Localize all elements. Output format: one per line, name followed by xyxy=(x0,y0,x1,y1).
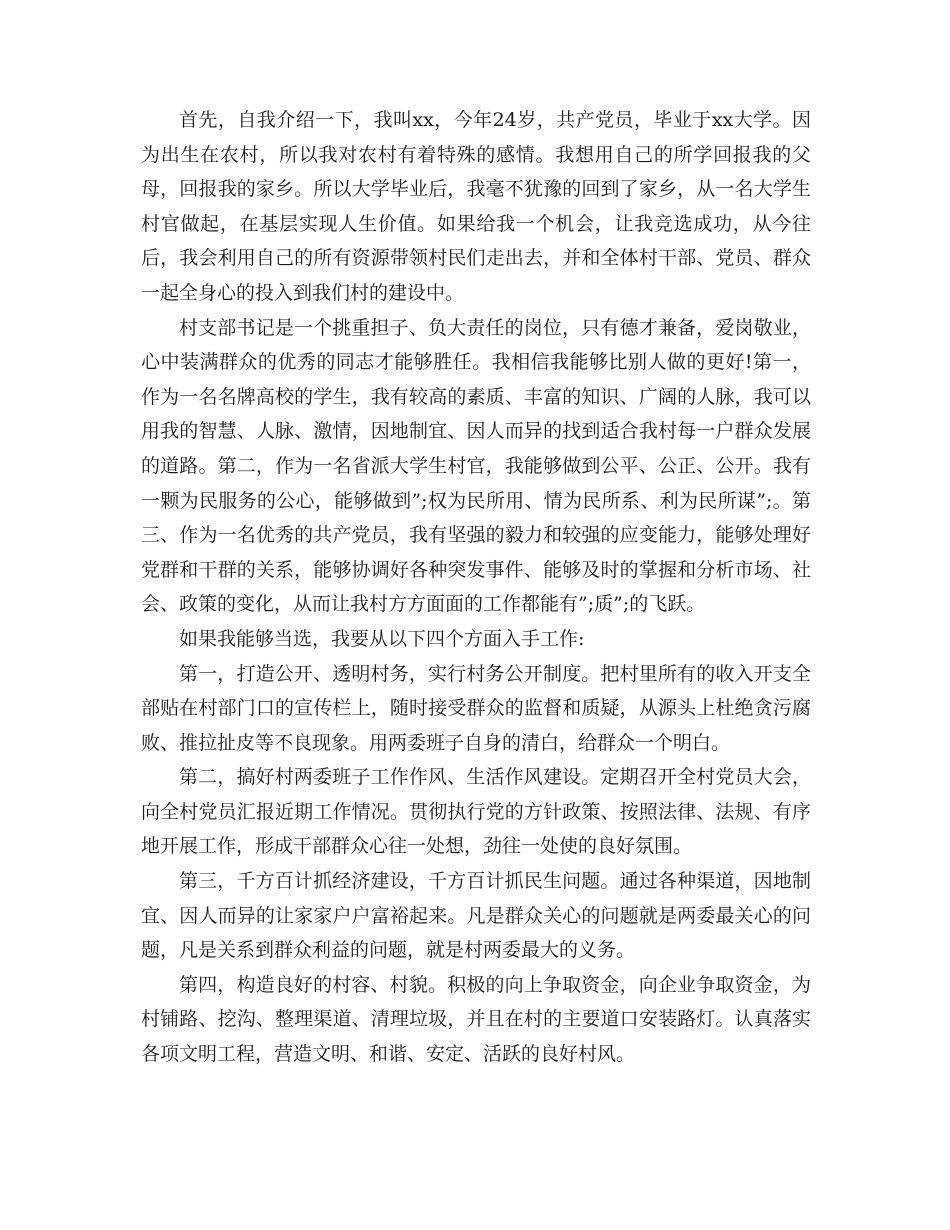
paragraph-introduction: 首先，自我介绍一下，我叫xx，今年24岁，共产党员，毕业于xx大学。因为出生在农村，所以我对农村有着特殊的感情。我想用自己的所学回报我的父母，回报我的家乡。所以大学毕业后，我毫不犹豫的回到了家乡，从一名大学生村官做起，在基层实现人生价值。如果给我一个机会，让我竞选成功，从今往后，我会利用自己的所有资源带领村民们走出去，并和全体村干部、党员、群众一起全身心的投入到我们村的建设中。 xyxy=(141,109,811,304)
paragraph-plan-third: 第三，千方百计抓经济建设，千方百计抓民生问题。通过各种渠道，因地制宜、因人而异的让家家户户富裕起来。凡是群众关心的问题就是两委最关心的问题，凡是关系到群众利益的问题，就是村两委最大的义务。 xyxy=(141,870,811,962)
paragraph-plan-intro: 如果我能够当选，我要从以下四个方面入手工作: xyxy=(179,627,585,650)
paragraph-plan-first: 第一，打造公开、透明村务，实行村务公开制度。把村里所有的收入开支全部贴在村部门口的宣传栏上，随时接受群众的监督和质疑，从源头上杜绝贪污腐败、推拉扯皮等不良现象。用两委班子自身的清白，给群众一个明白。 xyxy=(141,662,811,754)
paragraph-qualifications: 村支部书记是一个挑重担子、负大责任的岗位，只有德才兼备，爱岗敬业，心中装满群众的优秀的同志才能够胜任。我相信我能够比别人做的更好!第一，作为一名名牌高校的学生，我有较高的素质、丰富的知识、广阔的人脉，我可以用我的智慧、人脉、激情，因地制宜、因人而异的找到适合我村每一户群众发展的道路。第二，作为一名省派大学生村官，我能够做到公平、公正、公开。我有一颗为民服务的公心，能够做到”;权为民所用、情为民所系、利为民所谋”;。第三、作为一名优秀的共产党员，我有坚强的毅力和较强的应变能力，能够处理好党群和干群的关系，能够协调好各种突发事件、能够及时的掌握和分析市场、社会、政策的变化，从而让我村方方面面的工作都能有”;质”;的飞跃。 xyxy=(141,316,811,616)
paragraph-plan-second: 第二，搞好村两委班子工作作风、生活作风建设。定期召开全村党员大会，向全村党员汇报近期工作情况。贯彻执行党的方针政策、按照法律、法规、有序地开展工作，形成干部群众心往一处想，劲往一处使的良好氛围。 xyxy=(141,766,811,858)
document-body xyxy=(141,103,811,1072)
paragraph-plan-fourth: 第四，构造良好的村容、村貌。积极的向上争取资金，向企业争取资金，为村铺路、挖沟、整理渠道、清理垃圾，并且在村的主要道口安装路灯。认真落实各项文明工程，营造文明、和谐、安定、活跃的良好村风。 xyxy=(141,973,811,1066)
